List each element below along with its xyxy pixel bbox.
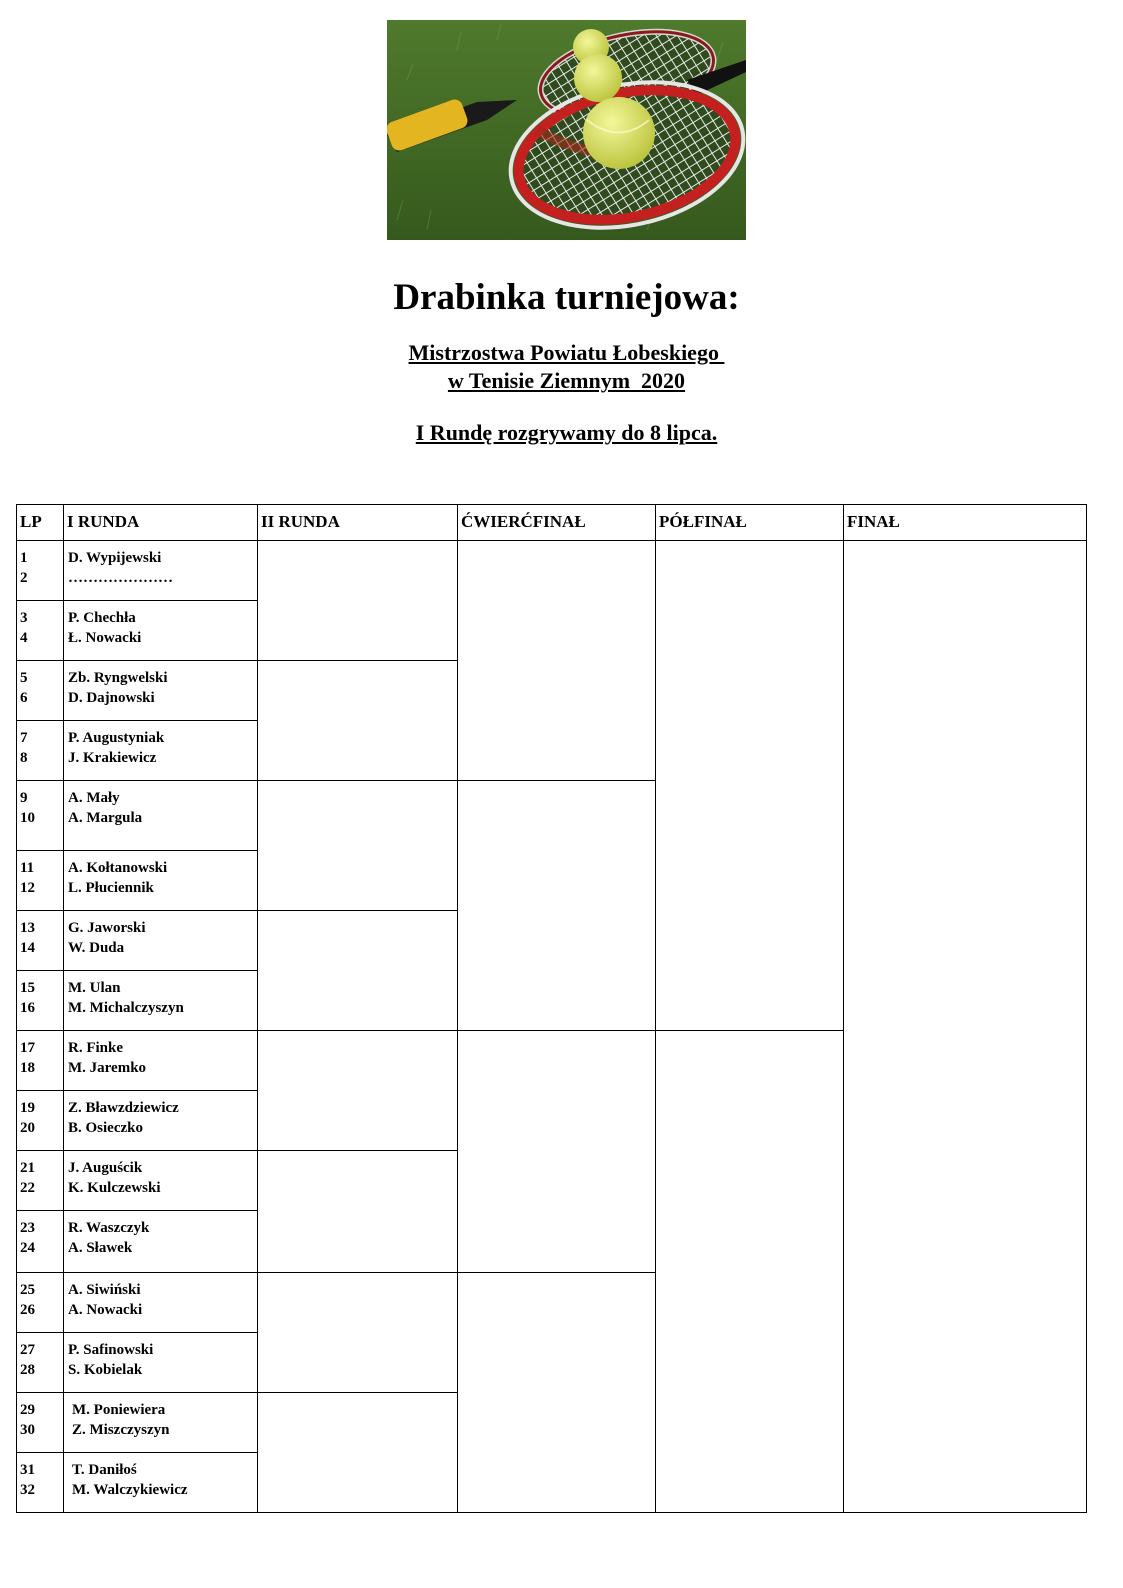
player-name: M. Walczykiewicz bbox=[72, 1482, 188, 1498]
lp-number: 21 bbox=[20, 1160, 35, 1176]
match-cell bbox=[63, 1392, 258, 1453]
lp-number: 23 bbox=[20, 1220, 35, 1236]
subtitle-line-1: Mistrzostwa Powiatu Łobeskiego bbox=[408, 340, 725, 365]
match-cell bbox=[63, 910, 258, 971]
player-name: P. Chechła bbox=[68, 610, 136, 626]
lp-cell bbox=[16, 1090, 64, 1151]
player-name: A. Siwiński bbox=[68, 1282, 141, 1298]
lp-number: 9 bbox=[20, 790, 28, 806]
player-name: Zb. Ryngwelski bbox=[68, 670, 168, 686]
lp-cell bbox=[16, 660, 64, 721]
round-2-slot bbox=[257, 1150, 458, 1273]
lp-number: 7 bbox=[20, 730, 28, 746]
player-name: K. Kulczewski bbox=[68, 1180, 161, 1196]
lp-cell bbox=[16, 910, 64, 971]
header-semifinal-column: PÓŁFINAŁ bbox=[655, 504, 844, 541]
lp-cell bbox=[16, 720, 64, 781]
lp-number: 27 bbox=[20, 1342, 35, 1358]
quarterfinal-slot bbox=[457, 1030, 656, 1273]
match-cell bbox=[63, 780, 258, 851]
lp-cell bbox=[16, 1030, 64, 1091]
lp-cell bbox=[16, 1272, 64, 1333]
lp-number: 13 bbox=[20, 920, 35, 936]
round-deadline-note bbox=[0, 419, 1123, 447]
player-name: P. Augustyniak bbox=[68, 730, 165, 746]
lp-cell bbox=[16, 1210, 64, 1273]
lp-cell bbox=[16, 1150, 64, 1211]
lp-number: 22 bbox=[20, 1180, 35, 1196]
lp-cell bbox=[16, 1392, 64, 1453]
lp-number: 5 bbox=[20, 670, 28, 686]
player-name: A. Mały bbox=[68, 790, 120, 806]
player-name: L. Płuciennik bbox=[68, 880, 154, 896]
match-cell bbox=[63, 1272, 258, 1333]
player-name: S. Kobielak bbox=[68, 1362, 143, 1378]
player-name: W. Duda bbox=[68, 940, 125, 956]
round-note: I Rundę rozgrywamy do 8 lipca. bbox=[415, 420, 718, 445]
subtitle-line-2: w Tenisie Ziemnym 2020 bbox=[447, 368, 686, 393]
quarterfinal-slot bbox=[457, 1272, 656, 1513]
round-2-slot bbox=[257, 1030, 458, 1151]
lp-number: 14 bbox=[20, 940, 35, 956]
lp-number: 24 bbox=[20, 1240, 35, 1256]
player-name: R. Finke bbox=[68, 1040, 124, 1056]
lp-cell bbox=[16, 540, 64, 601]
match-cell bbox=[63, 600, 258, 661]
lp-number: 11 bbox=[20, 860, 35, 876]
player-name: M. Poniewiera bbox=[72, 1402, 166, 1418]
tournament-name bbox=[0, 339, 1123, 395]
player-name: B. Osieczko bbox=[68, 1120, 143, 1136]
header-quarterfinal-column: ĆWIERĆFINAŁ bbox=[457, 504, 656, 541]
lp-number: 4 bbox=[20, 630, 28, 646]
lp-number: 29 bbox=[20, 1402, 35, 1418]
match-cell bbox=[63, 1210, 258, 1273]
round-2-slot bbox=[257, 1392, 458, 1513]
lp-cell bbox=[16, 600, 64, 661]
final-slot bbox=[843, 540, 1087, 1513]
player-name: D. Dajnowski bbox=[68, 690, 155, 706]
lp-number: 15 bbox=[20, 980, 35, 996]
tennis-rackets-icon bbox=[387, 20, 746, 240]
match-cell bbox=[63, 1090, 258, 1151]
round-2-slot bbox=[257, 660, 458, 781]
lp-number: 20 bbox=[20, 1120, 35, 1136]
player-name: Z. Bławzdziewicz bbox=[68, 1100, 179, 1116]
player-name: G. Jaworski bbox=[68, 920, 146, 936]
player-name: T. Daniłoś bbox=[72, 1462, 137, 1478]
quarterfinal-slot bbox=[457, 540, 656, 781]
player-name: M. Jaremko bbox=[68, 1060, 147, 1076]
match-cell bbox=[63, 1452, 258, 1513]
round-2-slot bbox=[257, 1272, 458, 1393]
player-name: D. Wypijewski bbox=[68, 550, 162, 566]
round-2-slot bbox=[257, 540, 458, 661]
player-name: ………………… bbox=[68, 570, 173, 586]
header-round-1-column: I RUNDA bbox=[63, 504, 258, 541]
player-name: A. Margula bbox=[68, 810, 143, 826]
lp-number: 30 bbox=[20, 1422, 35, 1438]
lp-number: 26 bbox=[20, 1302, 35, 1318]
quarterfinal-slot bbox=[457, 780, 656, 1031]
lp-number: 19 bbox=[20, 1100, 35, 1116]
player-name: Z. Miszczyszyn bbox=[72, 1422, 170, 1438]
player-name: M. Michalczyszyn bbox=[68, 1000, 184, 1016]
lp-number: 12 bbox=[20, 880, 35, 896]
player-name: A. Sławek bbox=[68, 1240, 133, 1256]
lp-number: 8 bbox=[20, 750, 28, 766]
match-cell bbox=[63, 850, 258, 911]
lp-cell bbox=[16, 1332, 64, 1393]
lp-number: 25 bbox=[20, 1282, 35, 1298]
player-name: P. Safinowski bbox=[68, 1342, 154, 1358]
lp-cell bbox=[16, 850, 64, 911]
lp-number: 17 bbox=[20, 1040, 35, 1056]
header-lp-column: LP bbox=[16, 504, 64, 541]
match-cell bbox=[63, 540, 258, 601]
player-name: J. Auguścik bbox=[68, 1160, 143, 1176]
lp-cell bbox=[16, 970, 64, 1031]
header-round-2-column: II RUNDA bbox=[257, 504, 458, 541]
round-2-slot bbox=[257, 910, 458, 1031]
player-name: Ł. Nowacki bbox=[68, 630, 142, 646]
match-cell bbox=[63, 1332, 258, 1393]
match-cell bbox=[63, 660, 258, 721]
round-2-slot bbox=[257, 780, 458, 911]
player-name: M. Ulan bbox=[68, 980, 121, 996]
lp-number: 1 bbox=[20, 550, 28, 566]
player-name: A. Nowacki bbox=[68, 1302, 143, 1318]
match-cell bbox=[63, 1030, 258, 1091]
page-title: Drabinka turniejowa: bbox=[393, 277, 740, 318]
match-cell bbox=[63, 720, 258, 781]
lp-number: 6 bbox=[20, 690, 28, 706]
player-name: A. Kołtanowski bbox=[68, 860, 168, 876]
player-name: R. Waszczyk bbox=[68, 1220, 150, 1236]
lp-number: 16 bbox=[20, 1000, 35, 1016]
lp-number: 32 bbox=[20, 1482, 35, 1498]
tennis-photo bbox=[387, 20, 746, 240]
match-cell bbox=[63, 1150, 258, 1211]
lp-number: 31 bbox=[20, 1462, 35, 1478]
match-cell bbox=[63, 970, 258, 1031]
semifinal-slot bbox=[655, 1030, 844, 1513]
header-final-column: FINAŁ bbox=[843, 504, 1087, 541]
semifinal-slot bbox=[655, 540, 844, 1031]
lp-number: 2 bbox=[20, 570, 28, 586]
lp-number: 10 bbox=[20, 810, 35, 826]
lp-number: 3 bbox=[20, 610, 28, 626]
lp-number: 18 bbox=[20, 1060, 35, 1076]
player-name: J. Krakiewicz bbox=[68, 750, 157, 766]
lp-number: 28 bbox=[20, 1362, 35, 1378]
lp-cell bbox=[16, 780, 64, 851]
lp-cell bbox=[16, 1452, 64, 1513]
